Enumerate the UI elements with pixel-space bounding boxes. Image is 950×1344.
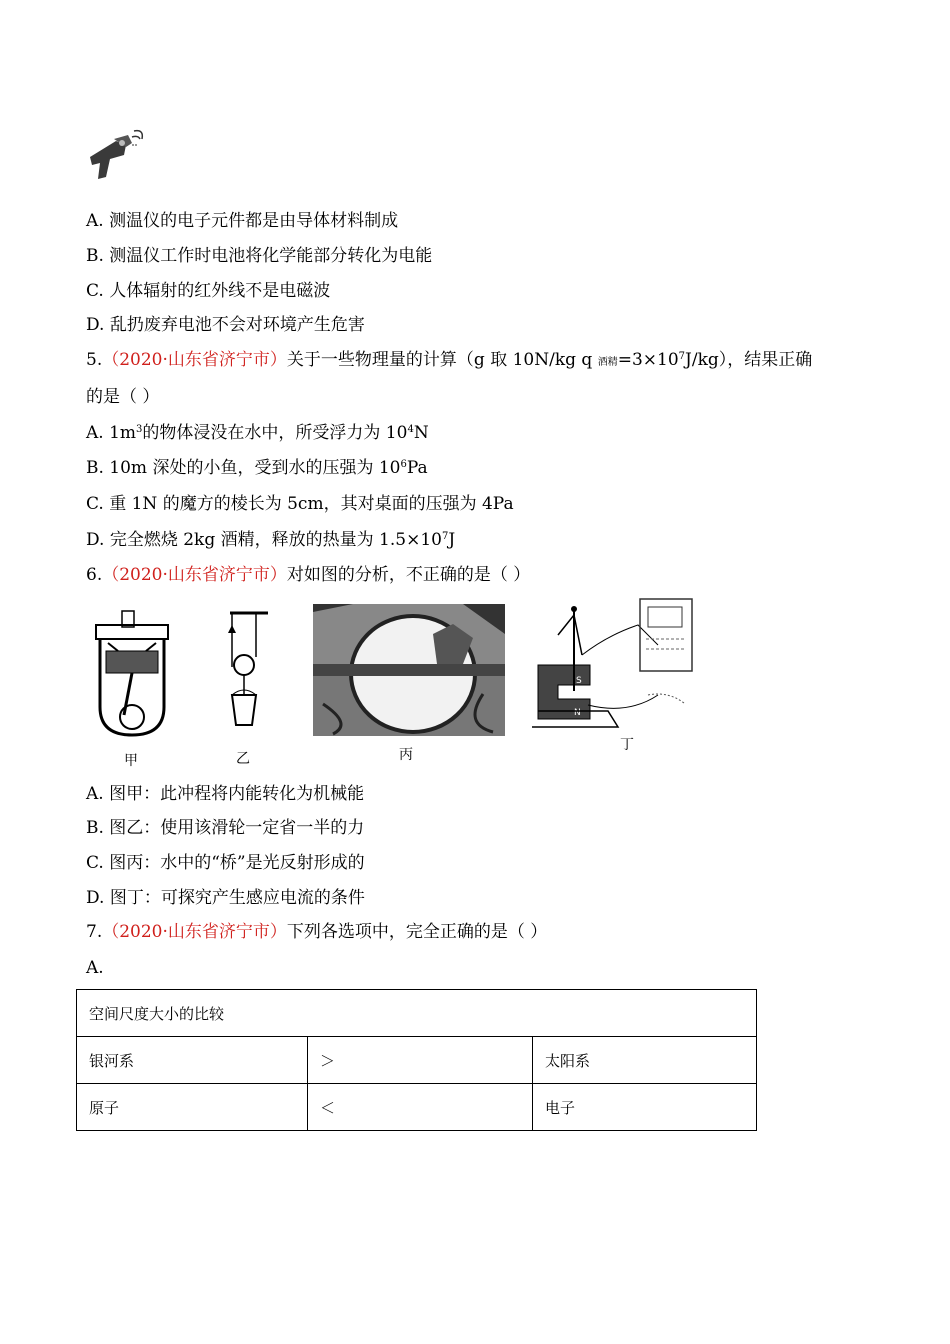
- q5-option-c: C. 重 1N 的魔方的棱长为 5cm，其对桌面的压强为 4Pa: [86, 494, 514, 514]
- q5-stem: [86, 349, 812, 374]
- superscript: 4: [407, 424, 414, 435]
- figure-engine-jia: [88, 607, 176, 767]
- option-text: J: [448, 530, 456, 550]
- q4-option-d: D. 乱扔废弃电池不会对环境产生危害: [86, 315, 365, 335]
- figure-label-ding: 丁: [620, 737, 634, 753]
- option-text: N: [413, 423, 429, 443]
- table-header-row: [77, 990, 757, 1037]
- question-number: 5.: [86, 350, 103, 370]
- stem-superscript: 7: [678, 351, 686, 362]
- q5-option-b: [86, 457, 428, 479]
- table-row: [77, 1037, 757, 1084]
- superscript: 7: [441, 531, 449, 542]
- figure-label-jia: 甲: [124, 753, 138, 767]
- table-row: [77, 1084, 757, 1131]
- q6-option-c: C. 图丙：水中的“桥”是光反射形成的: [86, 853, 365, 873]
- q4-option-c: C. 人体辐射的红外线不是电磁波: [86, 281, 331, 301]
- figure-label-yi: 乙: [236, 751, 250, 767]
- option-text: D. 完全燃烧 2kg 酒精，释放的热量为 1.5×10: [86, 530, 442, 550]
- q6-option-a: A. 图甲：此冲程将内能转化为机械能: [86, 784, 365, 804]
- superscript: 6: [400, 459, 407, 470]
- option-text: Pa: [406, 458, 428, 478]
- question-source: （2020·山东省济宁市）: [102, 565, 287, 585]
- comparison-table: [76, 989, 757, 1131]
- question-source: （2020·山东省济宁市）: [102, 350, 287, 370]
- option-text: 的物体浸没在水中，所受浮力为 10: [142, 423, 408, 443]
- figure-label-bing: 丙: [399, 747, 413, 763]
- thermometer-image: [86, 127, 150, 185]
- table-cell: ＜: [308, 1084, 533, 1131]
- stem-text: 对如图的分析，不正确的是（ ）: [286, 565, 531, 585]
- stem-subscript: 酒精: [597, 357, 618, 368]
- stem-text: J/kg），结果正确: [685, 350, 813, 370]
- figure-pulley-yi: [216, 607, 276, 767]
- option-text: A. 1m: [86, 423, 137, 443]
- q7-stem: [86, 921, 547, 943]
- question-number: 7.: [86, 922, 103, 942]
- table-cell: 银河系: [77, 1037, 308, 1084]
- q4-option-a: A. 测温仪的电子元件都是由导体材料制成: [86, 211, 399, 231]
- question-number: 6.: [86, 565, 103, 585]
- table-cell: 原子: [77, 1084, 308, 1131]
- q7-option-label: A.: [86, 958, 104, 978]
- question-source: （2020·山东省济宁市）: [102, 922, 287, 942]
- table-cell: ＞: [308, 1037, 533, 1084]
- q5-option-a: [86, 422, 429, 444]
- option-text: B. 10m 深处的小鱼，受到水的压强为 10: [86, 458, 401, 478]
- stem-text: 下列各选项中，完全正确的是（ ）: [286, 922, 548, 942]
- figure-bridge-bing: [313, 604, 505, 764]
- q6-option-b: B. 图乙：使用该滑轮一定省一半的力: [86, 818, 365, 838]
- q6-option-d: D. 图丁：可探究产生感应电流的条件: [86, 888, 365, 908]
- table-cell: 电子: [533, 1084, 757, 1131]
- superscript: 3: [136, 424, 143, 435]
- q5-stem-line2: 的是（ ）: [86, 387, 160, 407]
- table-cell: 太阳系: [533, 1037, 757, 1084]
- stem-text: 关于一些物理量的计算（g 取 10N/kg q: [286, 350, 598, 370]
- svg-text:S: S: [576, 676, 582, 686]
- figure-induction-ding: [528, 595, 700, 757]
- svg-text:N: N: [574, 708, 581, 718]
- stem-text: =3×10: [617, 350, 679, 370]
- table-header-cell: 空间尺度大小的比较: [77, 990, 757, 1037]
- q4-option-b: B. 测温仪工作时电池将化学能部分转化为电能: [86, 246, 433, 266]
- q5-option-d: [86, 529, 455, 551]
- q6-stem: [86, 564, 530, 586]
